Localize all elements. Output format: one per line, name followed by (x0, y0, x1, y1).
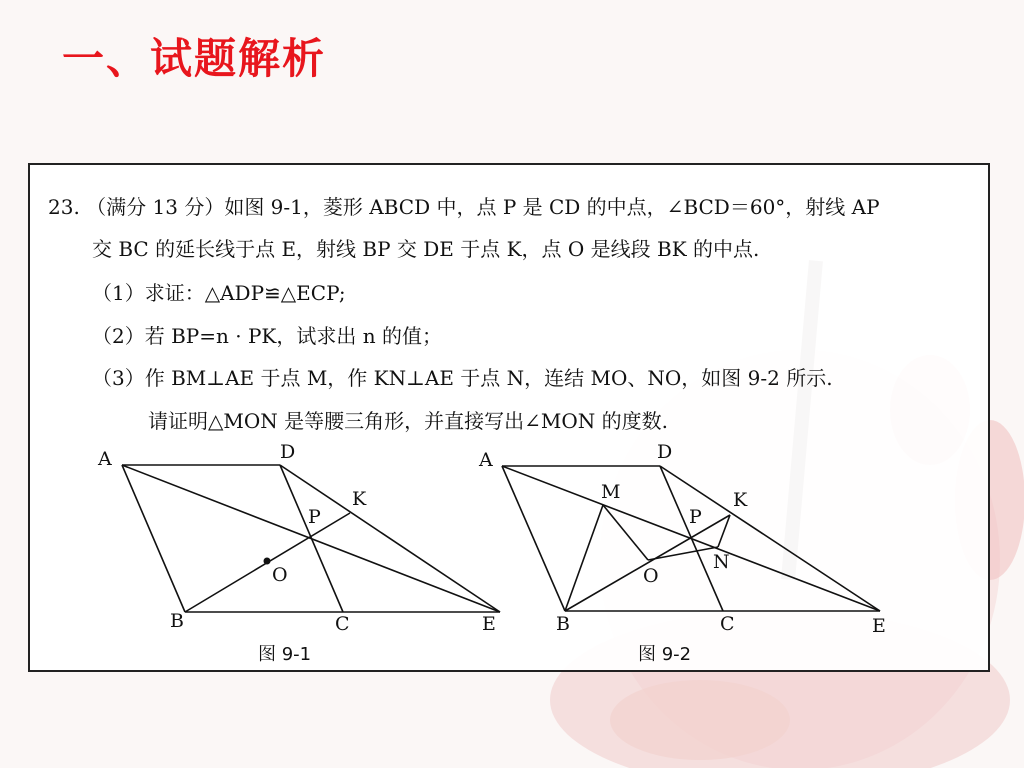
fig2-label-b: B (556, 613, 570, 635)
point-o-dot (264, 558, 271, 565)
fig2-label-c: C (720, 613, 735, 635)
fig2-label-e: E (872, 615, 886, 637)
problem-line-1: 23. （满分 13 分）如图 9-1，菱形 ABCD 中，点 P 是 CD 的中点，∠BCD＝60°，射线 AP (48, 195, 880, 219)
figure-9-2 (502, 466, 880, 611)
problem-part-3-continued: 请证明△MON 是等腰三角形，并直接写出∠MON 的度数. (148, 409, 668, 433)
fig2-label-m: M (601, 481, 621, 503)
figures (30, 165, 992, 674)
fig2-label-a: A (479, 449, 493, 471)
fig2-label-o: O (643, 565, 659, 587)
fig1-label-c: C (335, 613, 350, 635)
problem-part-3: （3）作 BM⊥AE 于点 M，作 KN⊥AE 于点 N，连结 MO、NO，如图 9-2 所示. (92, 366, 833, 390)
fig1-label-a: A (98, 448, 112, 470)
fig1-label-k: K (352, 488, 367, 510)
problem-part-1: （1）求证：△ADP≌△ECP; (92, 281, 346, 305)
fig2-label-d: D (657, 441, 673, 463)
fig1-label-e: E (482, 613, 496, 635)
fig1-label-p: P (308, 506, 321, 528)
fig1-label-o: O (272, 564, 288, 586)
fig2-label-k: K (733, 489, 748, 511)
figure-9-1-caption: 图 9-1 (258, 644, 312, 665)
fig2-label-p: P (689, 506, 702, 528)
fig1-label-b: B (170, 610, 184, 632)
problem-part-2: （2）若 BP=n · PK，试求出 n 的值； (92, 324, 442, 348)
figure-9-2-caption: 图 9-2 (638, 644, 692, 665)
fig1-label-d: D (280, 441, 296, 463)
problem-box (28, 163, 990, 672)
slide-title: 一、试题解析 (62, 34, 327, 83)
fig2-label-n: N (713, 551, 730, 573)
figure-9-1 (122, 465, 500, 612)
problem-line-2: 交 BC 的延长线于点 E，射线 BP 交 DE 于点 K，点 O 是线段 BK 的中点. (92, 237, 760, 261)
